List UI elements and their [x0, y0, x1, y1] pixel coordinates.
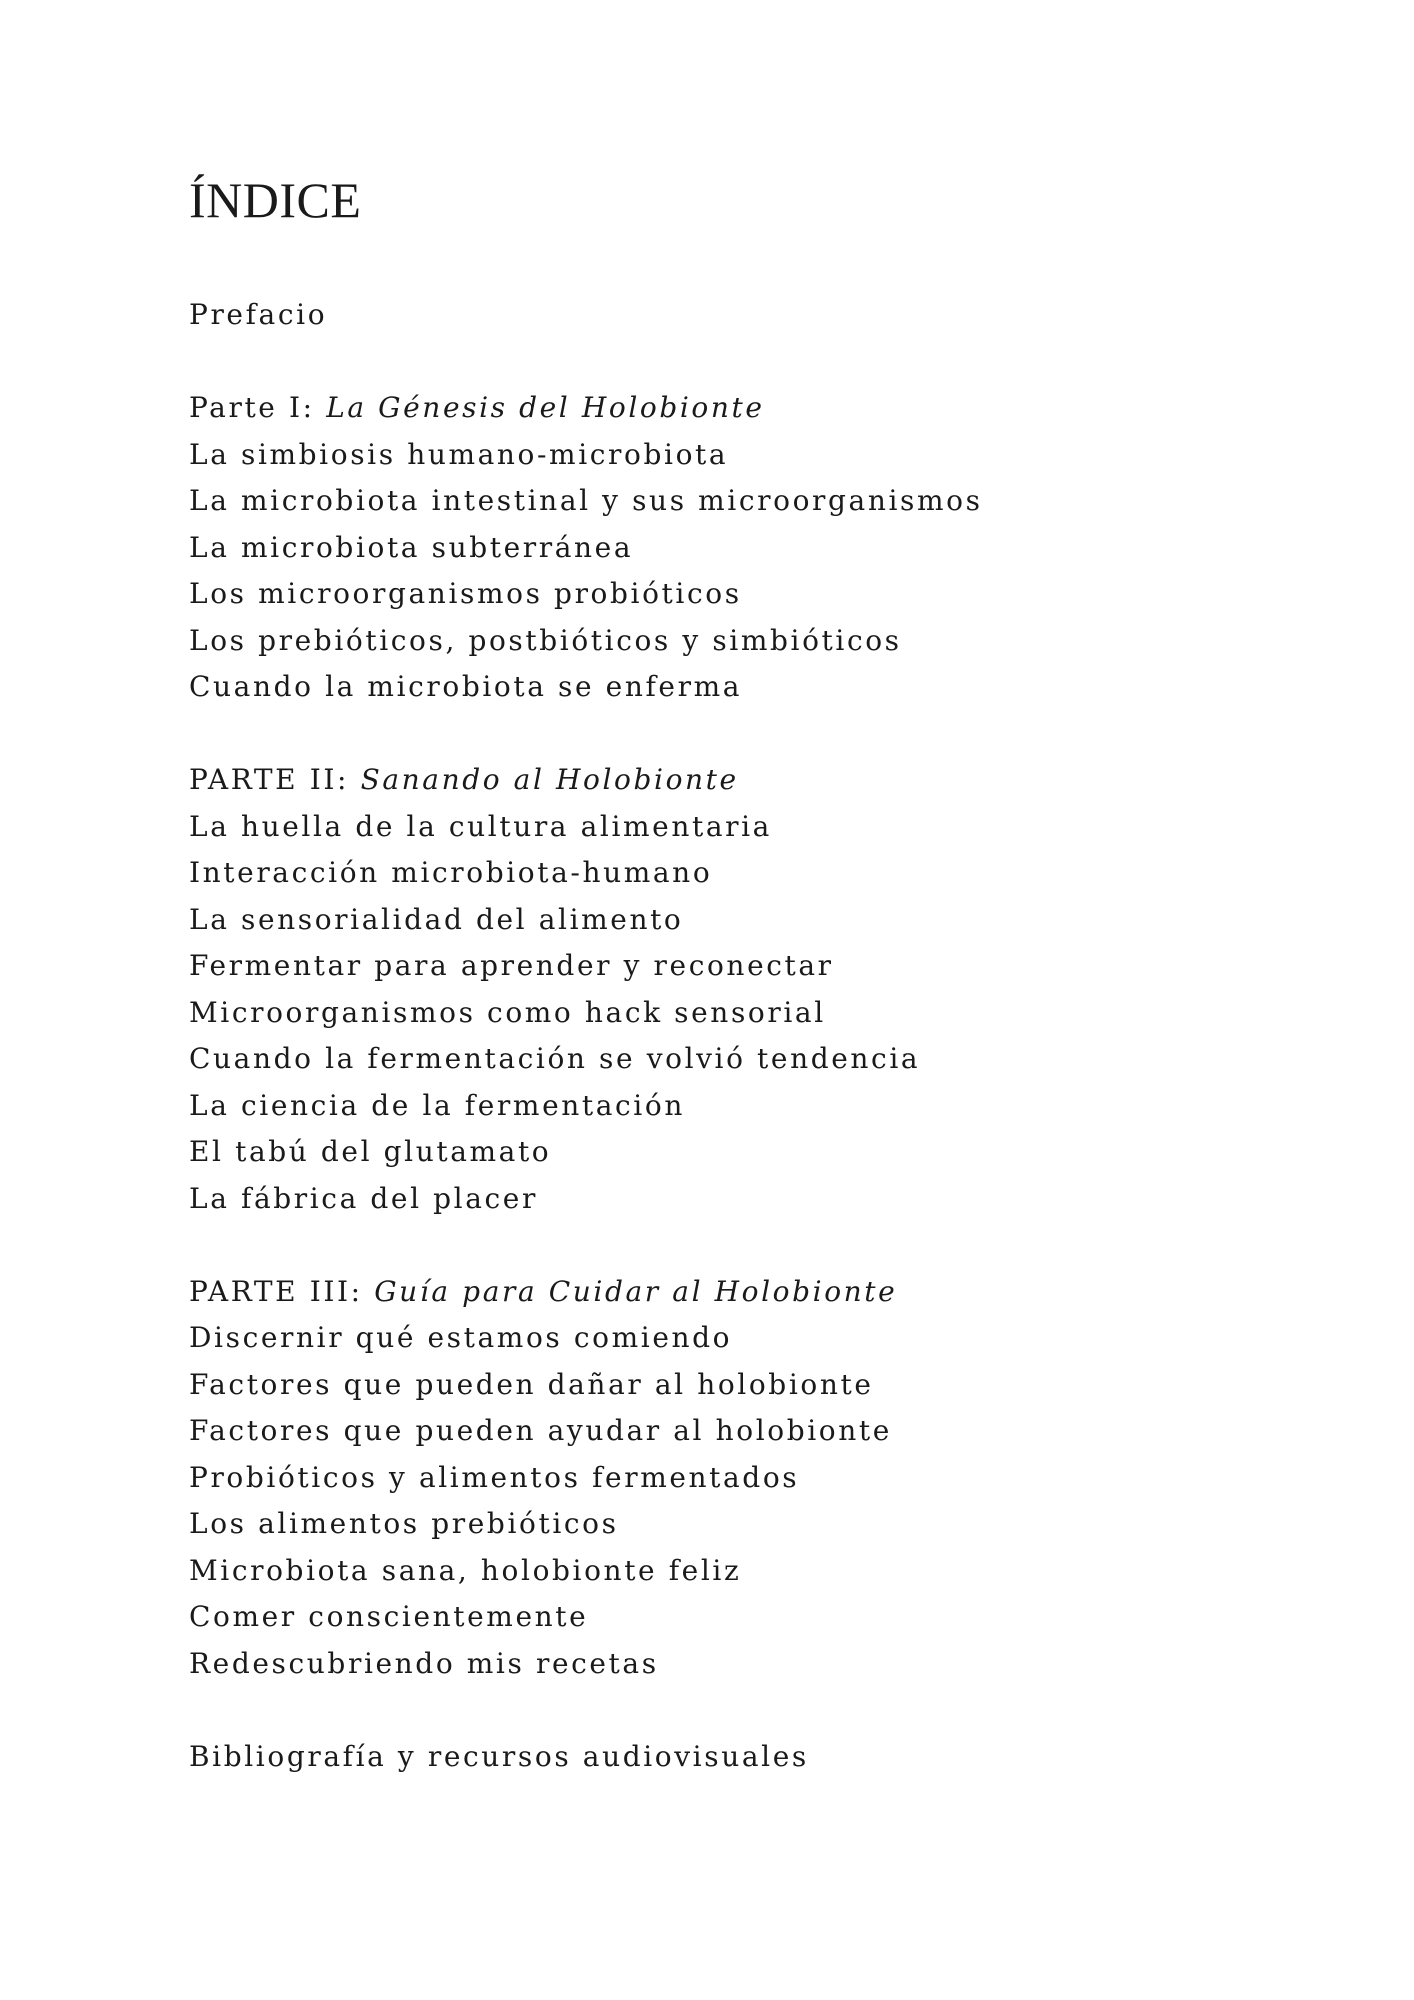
toc-entry: La huella de la cultura alimentaria	[189, 809, 772, 843]
toc-entry: Comer conscientemente	[189, 1600, 589, 1633]
toc-entry: Discernir qué estamos comiendo	[189, 1321, 733, 1354]
toc-entry: Los prebióticos, postbióticos y simbióticos	[189, 623, 902, 657]
toc-entry: Cuando la fermentación se volvió tendencia	[189, 1042, 921, 1075]
toc-entry: Microbiota sana, holobionte feliz	[189, 1553, 742, 1587]
part-title: Sanando al Holobionte	[360, 763, 739, 796]
toc-entry: La microbiota subterránea	[189, 530, 634, 564]
toc-entry: Cuando la microbiota se enferma	[189, 670, 743, 703]
part-section-1	[189, 385, 1289, 711]
toc-entry: La ciencia de la fermentación	[189, 1088, 685, 1122]
toc-entry-bibliography: Bibliografía y recursos audiovisuales	[189, 1739, 809, 1773]
toc-entry: Factores que pueden ayudar al holobionte	[189, 1414, 892, 1447]
toc-entry: La fábrica del placer	[189, 1181, 538, 1215]
table-of-contents	[189, 170, 1289, 1780]
part-title: La Génesis del Holobionte	[326, 391, 765, 424]
toc-entry-preface: Prefacio	[189, 298, 328, 331]
toc-entry: La simbiosis humano-microbiota	[189, 437, 729, 471]
part-heading	[189, 757, 1289, 804]
toc-entry: La sensorialidad del alimento	[189, 902, 684, 936]
part-heading	[189, 385, 1289, 432]
toc-entry: Los microorganismos probióticos	[189, 577, 742, 610]
toc-entry: Interacción microbiota-humano	[189, 856, 713, 889]
toc-entry: Probióticos y alimentos fermentados	[189, 1460, 800, 1494]
toc-entry: Factores que pueden dañar al holobionte	[189, 1367, 874, 1401]
toc-entry: Microorganismos como hack sensorial	[189, 995, 826, 1029]
part-heading	[189, 1269, 1289, 1316]
part-label: PARTE II:	[189, 763, 361, 796]
toc-entry: La microbiota intestinal y sus microorganismos	[189, 484, 983, 517]
toc-entry: Redescubriendo mis recetas	[189, 1646, 659, 1680]
part-label: Parte I:	[189, 391, 327, 424]
toc-entry: Fermentar para aprender y reconectar	[189, 949, 834, 982]
part-title: Guía para Cuidar al Holobionte	[374, 1274, 898, 1308]
part-section-3	[189, 1269, 1289, 1688]
part-label: PARTE III:	[189, 1274, 375, 1308]
part-section-2	[189, 757, 1289, 1222]
toc-entry: Los alimentos prebióticos	[189, 1507, 619, 1540]
page-title: ÍNDICE	[189, 172, 362, 228]
toc-entry: El tabú del glutamato	[189, 1135, 552, 1168]
